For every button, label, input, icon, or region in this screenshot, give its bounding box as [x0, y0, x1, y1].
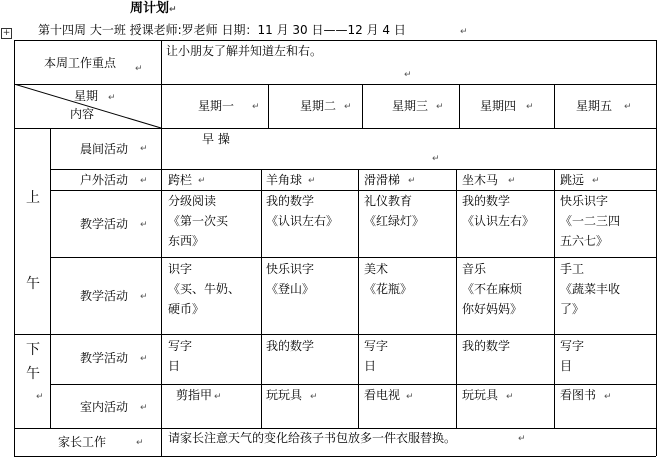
row-label-teach1: 教学活动: [80, 217, 129, 231]
teach3-tue: 我的数学: [266, 339, 315, 353]
row-label-morning: 晨间活动: [80, 142, 129, 156]
teach1-tue: 我的数学 《认识左右》: [266, 194, 339, 228]
page-title: 周计划↵: [130, 1, 177, 16]
paragraph-mark: ↵: [526, 102, 534, 112]
paragraph-mark: ↵: [136, 438, 144, 448]
teach3-mon: 写字 日: [168, 339, 193, 373]
diag-top-label: 星期: [74, 89, 99, 103]
indoor-mon: 剪指甲: [176, 388, 213, 402]
row-label-parent: 家长工作: [58, 435, 107, 449]
paragraph-mark: ↵: [214, 392, 222, 402]
teach2-thu: 音乐 《不在麻烦 你好妈妈》: [462, 262, 523, 316]
paragraph-mark: ↵: [344, 102, 352, 112]
paragraph-mark: ↵: [140, 176, 148, 186]
paragraph-mark: ↵: [432, 154, 440, 164]
paragraph-mark: ↵: [406, 392, 414, 402]
section-pm-2: 午: [26, 366, 40, 382]
section-pm-1: 下: [26, 342, 40, 358]
paragraph-mark: ↵: [310, 392, 318, 402]
paragraph-mark: ↵: [252, 102, 260, 112]
paragraph-mark: ↵: [140, 403, 148, 413]
outdoor-thu: 坐木马: [462, 173, 499, 187]
header-line: 第十四周 大一班 授课老师:罗老师 日期：11 月 30 日——12 月 4 日: [38, 23, 406, 37]
morning-activity: 早 操: [202, 132, 230, 146]
paragraph-mark: ↵: [36, 392, 44, 402]
day-header-mon: 星期一: [198, 99, 235, 113]
teach2-fri: 手工 《蔬菜丰收 了》: [560, 262, 621, 316]
paragraph-mark: ↵: [108, 93, 116, 103]
indoor-fri: 看图书: [560, 388, 597, 402]
outdoor-tue: 羊角球: [266, 173, 303, 187]
paragraph-mark: ↵: [140, 220, 148, 230]
teach2-tue: 快乐识字 《登山》: [266, 262, 315, 296]
outdoor-fri: 跳远: [560, 173, 585, 187]
outdoor-wed: 滑滑梯: [364, 173, 401, 187]
paragraph-mark: ↵: [308, 176, 316, 186]
row-label-teach2: 教学活动: [80, 289, 129, 303]
indoor-tue: 玩玩具: [266, 388, 303, 402]
day-header-tue: 星期二: [300, 99, 337, 113]
table-move-handle-icon[interactable]: +: [2, 28, 11, 38]
paragraph-mark: ↵: [169, 5, 177, 15]
paragraph-mark: ↵: [604, 392, 612, 402]
teach3-wed: 写字 日: [364, 339, 389, 373]
teach2-mon: 识字 《买、牛奶、 硬币》: [168, 262, 241, 316]
paragraph-mark: ↵: [404, 70, 412, 80]
paragraph-mark: ↵: [436, 102, 444, 112]
diag-bottom-label: 内容: [70, 107, 95, 121]
indoor-wed: 看电视: [364, 388, 401, 402]
indoor-thu: 玩玩具: [462, 388, 499, 402]
focus-label: 本周工作重点: [44, 56, 117, 70]
day-header-fri: 星期五: [576, 99, 613, 113]
focus-text: 让小朋友了解并知道左和右。: [166, 44, 323, 58]
teach3-thu: 我的数学: [462, 339, 511, 353]
outdoor-mon: 跨栏: [168, 173, 193, 187]
paragraph-mark: ↵: [135, 64, 143, 74]
teach1-mon: 分级阅读 《第一次买 东西》: [168, 194, 229, 248]
day-header-wed: 星期三: [392, 99, 429, 113]
paragraph-mark: ↵: [140, 292, 148, 302]
paragraph-mark: ↵: [508, 176, 516, 186]
parent-text: 请家长注意天气的变化给孩子书包放多一件衣服替换。: [168, 431, 457, 445]
paragraph-mark: ↵: [140, 354, 148, 364]
teach1-fri: 快乐识字 《一二三四 五六七》: [560, 194, 621, 248]
paragraph-mark: ↵: [198, 176, 206, 186]
row-label-outdoor: 户外活动: [80, 173, 129, 187]
paragraph-mark: ↵: [460, 27, 468, 37]
row-label-teach3: 教学活动: [80, 351, 129, 365]
teach1-wed: 礼仪教育 《红绿灯》: [364, 194, 425, 228]
paragraph-mark: ↵: [518, 434, 526, 444]
paragraph-mark: ↵: [408, 176, 416, 186]
day-header-thu: 星期四: [480, 99, 517, 113]
section-am-1: 上: [26, 190, 40, 206]
section-am-2: 午: [26, 276, 40, 292]
teach1-thu: 我的数学 《认识左右》: [462, 194, 535, 228]
row-label-indoor: 室内活动: [80, 400, 129, 414]
paragraph-mark: ↵: [140, 144, 148, 154]
paragraph-mark: ↵: [592, 176, 600, 186]
paragraph-mark: ↵: [624, 102, 632, 112]
teach3-fri: 写字 目: [560, 339, 585, 373]
teach2-wed: 美术 《花瓶》: [364, 262, 413, 296]
paragraph-mark: ↵: [506, 392, 514, 402]
